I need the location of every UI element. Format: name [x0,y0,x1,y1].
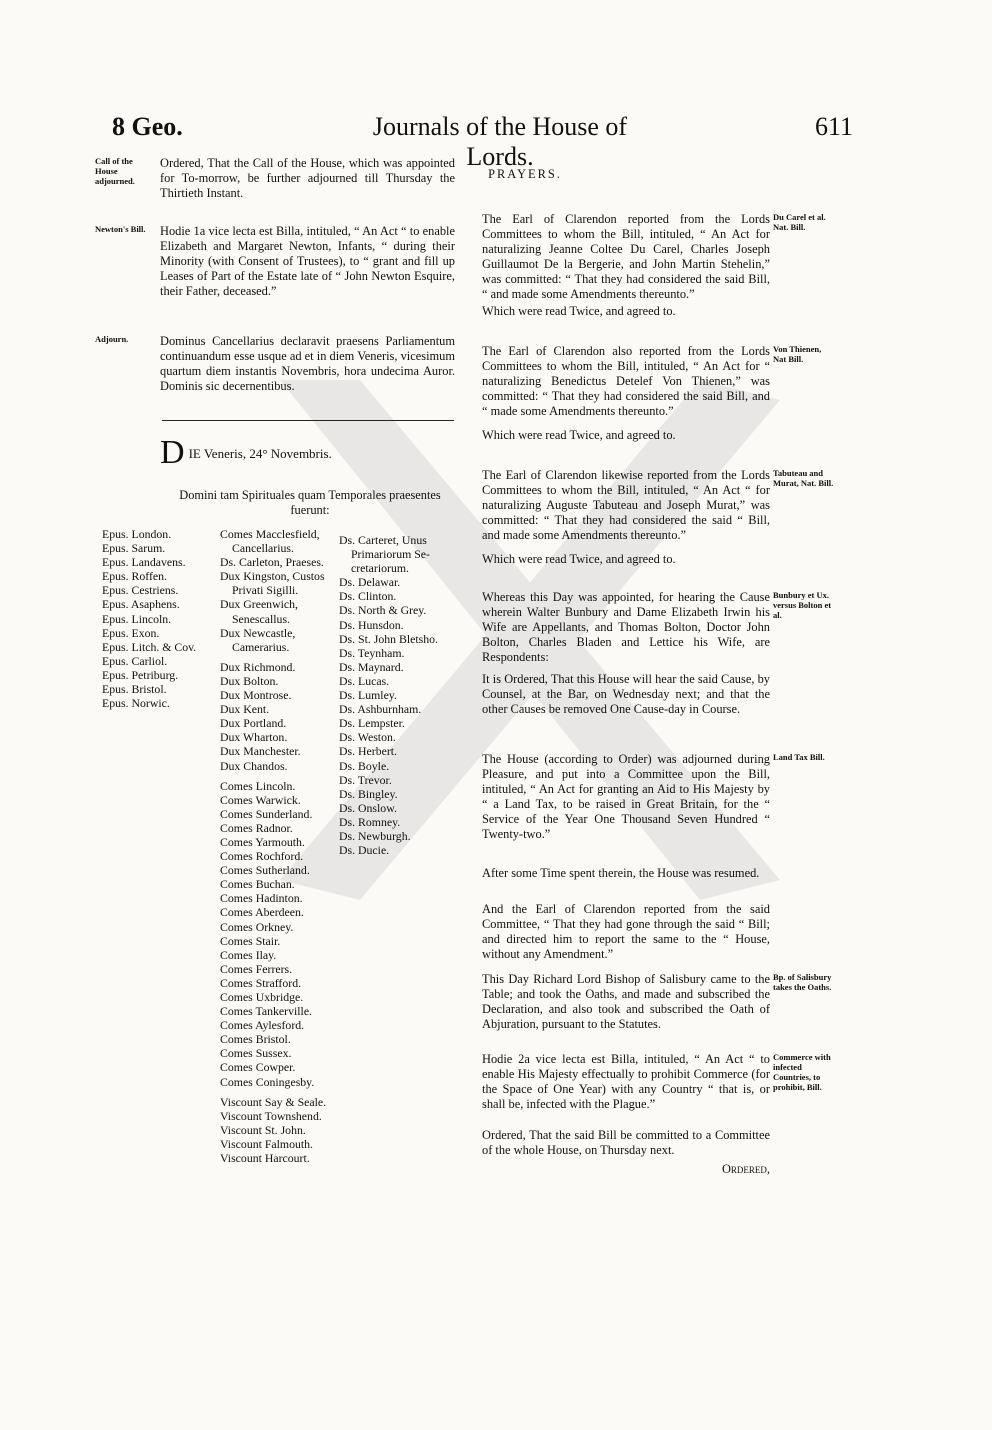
baron-entry: Primariorum Se- [351,547,430,562]
bishop-entry: Epus. Bristol. [102,682,167,697]
bishop-entry: Epus. Lincoln. [102,611,172,626]
margin-note-newton: Newton's Bill. [95,224,146,234]
bishop-entry: Epus. Carliol. [102,653,168,668]
right-entry: After some Time spent therein, the House was resumed. [482,866,760,880]
peer-entry: Comes Aberdeen. [220,905,304,920]
baron-entry: Ds. Bingley. [339,786,398,801]
baron-entry: Ds. Delawar. [339,575,401,590]
right-entry: Ordered, That the said Bill be committed to a Committee of the whole House, on Thursday next. [482,1128,770,1157]
right-entry: The House (according to Order) was adjourned during Pleasure, and put into a Committee upon the Bill, intituled, “ An Act for granting an Aid to His Majesty by “ a Land Tax, to be raised in Great Britain, for the “ Service of the Year One Thousand Seven Hundred “ Twenty-two.” [482,752,770,841]
right-margin-note: Commerce with infected Countries, to prohibit, Bill. [773,1052,831,1092]
peer-entry: Viscount Townshend. [220,1108,322,1123]
right-entry: It is Ordered, That this House will hear the said Cause, by Counsel, at the Bar, on Wednesday next; and that the other Causes be removed One Cause-day in Course. [482,672,770,716]
right-entry: Hodie 2a vice lecta est Billa, intituled, “ An Act “ to enable His Majesty effectually to prohibit Commerce (for the Space of One Year) with any Country “ that is, or shall be, infected with the Plague.” [482,1052,770,1111]
peer-entry: Viscount Harcourt. [220,1151,310,1166]
baron-entry: Ds. Lempster. [339,716,405,731]
bishop-entry: Epus. Sarum. [102,541,166,556]
drop-cap: D [160,434,185,471]
baron-entry: Ds. Ducie. [339,843,390,858]
right-entry: Which were read Twice, and agreed to. [482,552,676,566]
peer-entry: Comes Strafford. [220,975,302,990]
right-margin-note: Bp. of Salisbury takes the Oaths. [773,972,832,992]
peer-entry: Camerarius. [232,639,290,654]
baron-entry: Ds. Romney. [339,814,401,829]
baron-entry: Ds. Ashburnham. [339,702,422,717]
peer-entry: Comes Stair. [220,933,281,948]
peer-entry: Comes Yarmouth. [220,834,305,849]
peer-entry: Dux Greenwich, [220,597,298,612]
peer-entry: Dux Portland. [220,716,287,731]
baron-entry: Ds. Trevor. [339,772,392,787]
prayers-heading: PRAYERS. [488,167,562,181]
bishops-list [102,527,217,710]
peer-entry: Viscount Say & Seale. [220,1094,327,1109]
baron-entry: Ds. Carteret, Unus [339,533,427,547]
peer-entry: Dux Chandos. [220,758,288,773]
bishop-entry: Epus. Landavens. [102,555,186,570]
entry-adjourn: Dominus Cancellarius declaravit praesens Parliamentum continuandum esse usque ad et in diem Veneris, vicesimum quartum diem instantis Novembris, hora undecima Auror. Dominis sic decernentibus. [160,334,455,393]
peer-entry: Comes Warwick. [220,792,301,807]
right-margin-note: Tabuteau and Murat, Nat. Bill. [773,468,834,488]
entry-newton-bill: Hodie 1a vice lecta est Billa, intituled, “ An Act “ to enable Elizabeth and Margaret Newton, Infants, “ during their Minority (with Consent of Trustees), to “ grant and fill up Leases of Part of the Estate late of “ John Newton Esquire, their Father, deceased.” [160,224,455,298]
present-heading: Domini tam Spirituales quam Temporales praesentes fuerunt: [179,488,441,517]
session-label: 8 Geo. [112,112,183,141]
peer-entry: Comes Sutherland. [220,863,310,878]
right-margin-note: Von Thienen, Nat Bill. [773,344,822,364]
peer-entry: Senescallus. [232,611,290,626]
baron-entry: Ds. Boyle. [339,758,390,773]
bishop-entry: Epus. Exon. [102,625,160,640]
peer-entry: Comes Tankerville. [220,1004,313,1019]
baron-entry: Ds. Clinton. [339,589,397,604]
right-entry: The Earl of Clarendon likewise reported from the Lords Committees to whom the Bill, intituled, “ An Act “ for naturalizing Auguste Tabuteau and Joseph Murat,” was committed: “ That they had considered the said “ Bill, and made some Amendments thereunto.” [482,468,770,542]
peer-entry: Cancellarius. [232,541,294,556]
peer-entry: Comes Sussex. [220,1046,292,1061]
peer-entry: Dux Wharton. [220,730,288,745]
catchword: Ordered, [721,1162,770,1176]
peer-entry: Dux Kingston, Custos [220,569,325,584]
entry-call-of-house: Ordered, That the Call of the House, which was appointed for To-morrow, be further adjourned till Thursday the Thirtieth Instant. [160,156,455,200]
peer-entry: Dux Bolton. [220,673,279,688]
baron-entry: Ds. St. John Bletsho. [339,631,438,646]
date-text: IE Veneris, 24° Novembris. [188,446,332,461]
peer-entry: Comes Radnor. [220,820,293,835]
peers-list [220,527,340,1165]
baron-entry: Ds. Teynham. [339,645,405,660]
right-entry: Which were read Twice, and agreed to. [482,428,676,442]
peer-entry: Privati Sigilli. [232,583,299,598]
right-margin-note: Bunbury et Ux. versus Bolton et al. [773,590,832,620]
right-entry: This Day Richard Lord Bishop of Salisbury came to the Table; and took the Oaths, and made and subscribed the Declaration, and also took and subscribed the Oath of Abjuration, pursuant to the Statutes. [482,972,770,1031]
baron-entry: Ds. North & Grey. [339,603,427,618]
right-entry: The Earl of Clarendon also reported from the Lords Committees to whom the Bill, intituled, “ An Act for “ naturalizing Benedictus Detelef Von Thienen,” was committed: “ That they had considered the said Bill, and “ made some Amendments thereunto.” [482,344,770,418]
right-entry: Which were read Twice, and agreed to. [482,304,676,318]
peer-entry: Comes Uxbridge. [220,990,304,1004]
bishop-entry: Epus. Petriburg. [102,667,179,682]
peer-entry: Dux Manchester. [220,744,301,759]
peer-entry: Viscount Falmouth. [220,1136,314,1151]
baron-entry: Ds. Maynard. [339,659,404,674]
date-heading [160,434,460,471]
barons-list [339,527,464,857]
peer-entry: Comes Ilay. [220,947,277,962]
bishop-entry: Epus. Asaphens. [102,597,180,612]
peer-entry: Comes Macclesfield, [220,527,320,541]
peer-entry: Dux Montrose. [220,688,292,703]
peer-entry: Comes Cowper. [220,1060,296,1075]
peer-entry: Comes Ferrers. [220,961,293,976]
peer-entry: Comes Bristol. [220,1032,291,1047]
margin-note-call: Call of the House adjourned. [95,156,135,186]
baron-entry: Ds. Onslow. [339,800,397,815]
section-divider [162,420,454,421]
bishop-entry: Epus. Cestriens. [102,583,179,598]
peer-entry: Comes Lincoln. [220,778,296,793]
baron-entry: cretariorum. [351,561,409,576]
peer-entry: Dux Richmond. [220,659,296,674]
peer-entry: Dux Newcastle, [220,625,296,640]
baron-entry: Ds. Lumley. [339,688,397,703]
peer-entry: Comes Hadinton. [220,891,303,906]
baron-entry: Ds. Newburgh. [339,828,411,843]
bishop-entry: Epus. Roffen. [102,569,167,584]
peer-entry: Comes Orkney. [220,919,294,934]
peer-entry: Comes Aylesford. [220,1018,305,1033]
peer-entry: Comes Coningesby. [220,1074,315,1089]
right-entry: The Earl of Clarendon reported from the Lords Committees to whom the Bill, intituled, “ An Act for naturalizing Jeanne Coltee Du Carel, Charles Joseph Guillaumot De la Bergerie, and John Martin Stehelin,” was committed: “ That they had considered the said Bill, “ and made some Amendments thereunto.” [482,212,770,301]
baron-entry: Ds. Lucas. [339,673,390,688]
page-title: Journals of the House of Lords. [372,112,628,171]
peer-entry: Comes Buchan. [220,877,295,892]
right-margin-note: Du Carel et al. Nat. Bill. [773,212,826,232]
margin-note-adjourn: Adjourn. [95,334,129,344]
peer-entry: Dux Kent. [220,702,270,717]
peer-entry: Viscount St. John. [220,1122,306,1137]
baron-entry: Ds. Hunsdon. [339,617,404,632]
peer-entry: Ds. Carleton, Praeses. [220,555,324,570]
page-number: 611 [815,112,854,141]
right-entry: And the Earl of Clarendon reported from the said Committee, “ That they had gone through the said “ Bill; and directed him to report the same to the “ House, without any Amendment.” [482,902,770,961]
right-margin-note: Land Tax Bill. [773,752,825,762]
peer-entry: Comes Sunderland. [220,806,313,821]
right-entry: Whereas this Day was appointed, for hearing the Cause wherein Walter Bunbury and Dame Elizabeth Irwin his Wife are Appellants, and Thomas Bolton, Doctor John Bolton, Charles Bladen and Lettice his Wife, are Respondents: [482,590,770,664]
peer-entry: Comes Rochford. [220,849,304,864]
bishop-entry: Epus. Norwic. [102,696,170,711]
bishop-entry: Epus. Litch. & Cov. [102,639,197,654]
baron-entry: Ds. Weston. [339,730,396,745]
bishop-entry: Epus. London. [102,527,172,541]
baron-entry: Ds. Herbert. [339,744,397,759]
